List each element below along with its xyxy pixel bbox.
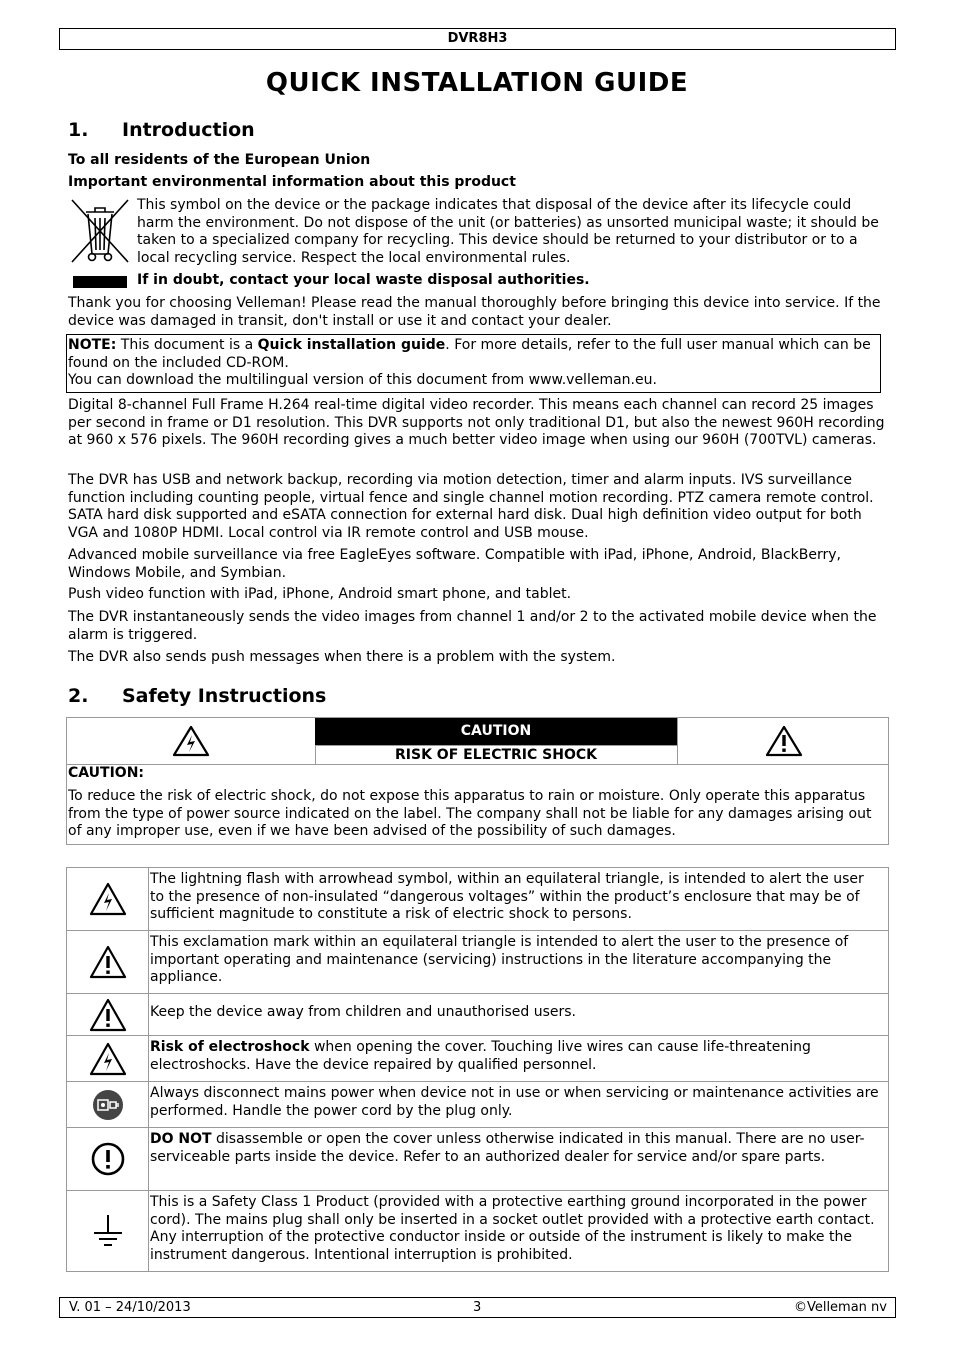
intro-paragraph: Advanced mobile surveillance via free EagleEyes software. Compatible with iPad, iPhone, Android, BlackBerry, Windows Mobile, and Symbian. [68, 547, 841, 581]
safety-row [67, 930, 888, 993]
section-number: 1. [68, 119, 89, 141]
intro-paragraph: The DVR instantaneously sends the video images from channel 1 and/or 2 to the activated mobile device when the alarm is triggered. [68, 609, 877, 643]
caution-text: To reduce the risk of electric shock, do not expose this apparatus to rain or moisture. Only operate this apparatus from the type of power source indicated on the label. The company shall not be liable for any damages arising out of any improper use, even if we have been advised of the possibility of such damages. [68, 788, 872, 839]
caution-right-cell [677, 718, 889, 764]
safety-row-bold: DO NOT [150, 1131, 212, 1147]
exclamation-triangle-icon [89, 998, 127, 1032]
lightning-triangle-icon [89, 882, 127, 916]
note-text-1: This document is a [116, 337, 258, 353]
document-header-model: DVR8H3 [59, 28, 896, 50]
footer-version: V. 01 – 24/10/2013 [69, 1300, 191, 1315]
safety-row-icon-cell [67, 1036, 149, 1081]
safety-row-body: This is a Safety Class 1 Product (provided with a protective earthing ground incorporated in the power cord). The mains plug shall only be inserted in a socket outlet provided with a protective earth contact. Any interruption of the protective conductor inside or outside of the instrument is likely to make the instrument dangerous. Intentional interruption is prohibited. [150, 1194, 875, 1263]
caution-banner: CAUTION [315, 718, 677, 745]
safety-row-body: The lightning flash with arrowhead symbol, within an equilateral triangle, is intended to alert the user to the presence of non-insulated “dangerous voltages” within the product’s enclosure that may be of sufficient magnitude to constitute a risk of electric shock to persons. [150, 871, 864, 922]
section-heading-introduction [68, 119, 255, 141]
safety-row [67, 1127, 888, 1190]
safety-row-icon-cell [67, 1191, 149, 1271]
safety-row-icon-cell [67, 868, 149, 930]
intro-paragraph: The DVR has USB and network backup, recording via motion detection, timer and alarm inputs. IVS surveillance function including counting people, virtual fence and single channel motion recording. PTZ camera remote control. SATA hard disk supported and eSATA connection for external hard disk. Dual high definition video output for both VGA and 1080P HDMI. Local control via IR remote control and USB mouse. [68, 472, 874, 541]
lightning-triangle-icon [172, 725, 210, 757]
safety-row-body: This exclamation mark within an equilateral triangle is intended to alert the user to the presence of important operating and maintenance (servicing) instructions in the literature accompanying the appliance. [150, 934, 849, 985]
safety-row-icon-cell [67, 1128, 149, 1190]
thanks-paragraph: Thank you for choosing Velleman! Please read the manual thoroughly before bringing this device into service. If the device was damaged in transit, don't install or use it and contact your dealer. [68, 295, 881, 329]
page-title: QUICK INSTALLATION GUIDE [265, 68, 689, 98]
safety-row [67, 993, 888, 1035]
safety-row-body: Keep the device away from children and unauthorised users. [150, 1004, 576, 1020]
safety-row-text [150, 1191, 888, 1271]
safety-row [67, 868, 888, 930]
safety-row-icon-cell [67, 1082, 149, 1127]
ground-icon [91, 1213, 125, 1249]
note-bold: Quick installation guide [257, 337, 446, 353]
safety-row-body: disassemble or open the cover unless otherwise indicated in this manual. There are no user-serviceable parts inside the device. Refer to an authorized dealer for service and/or spare parts. [150, 1131, 865, 1165]
exclamation-triangle-icon [765, 725, 803, 757]
env-heading: Important environmental information about this product [68, 174, 516, 190]
exclamation-circle-icon [90, 1141, 126, 1177]
safety-row [67, 1035, 888, 1081]
section-title: Introduction [122, 119, 255, 141]
lightning-triangle-icon [89, 1042, 127, 1076]
safety-row-bold: Risk of electroshock [150, 1039, 310, 1055]
unplug-icon [92, 1089, 124, 1121]
weee-crossed-bin-icon [68, 196, 132, 264]
safety-row-body: when opening the cover. Touching live wires can cause life-threatening electroshocks. Have the device repaired by qualified personnel. [150, 1039, 811, 1073]
section-heading-safety [68, 685, 326, 707]
note-download: You can download the multilingual version of this document from www.velleman.eu. [68, 372, 657, 388]
note-label: NOTE: [68, 337, 117, 353]
intro-paragraph: Digital 8-channel Full Frame H.264 real-time digital video recorder. This means each channel can record 25 images per second in frame or D1 resolution. This DVR supports not only traditional D1, but also the newest 960H recording at 960 x 576 pixels. The 960H recording gives a much better video image when using our 960H (700TVL) cameras. [68, 397, 885, 448]
safety-row-text [150, 868, 888, 931]
page-footer [59, 1297, 896, 1318]
safety-row-text [150, 1128, 888, 1173]
intro-paragraph: Push video function with iPad, iPhone, Android smart phone, and tablet. [68, 586, 572, 602]
safety-row-icon-cell [67, 931, 149, 993]
safety-row-text [150, 931, 888, 994]
intro-paragraph: The DVR also sends push messages when there is a problem with the system. [68, 649, 616, 665]
safety-row-text [150, 1082, 888, 1127]
caution-label: CAUTION: [68, 765, 145, 781]
caution-left-cell [67, 718, 316, 764]
weee-text: This symbol on the device or the package indicates that disposal of the device after its lifecycle could harm the environment. Do not dispose of the unit (or batteries) as unsorted municipal waste; it should be taken to a specialized company for recycling. This device should be returned to your distributor or to a local recycling service. Respect the local environmental rules. [137, 197, 879, 266]
exclamation-triangle-icon [89, 945, 127, 979]
safety-row-body: Always disconnect mains power when device not in use or when servicing or maintenance activities are performed. Handle the power cord by the plug only. [150, 1085, 879, 1119]
safety-row [67, 1190, 888, 1271]
weee-bar [73, 276, 127, 288]
caution-divider [67, 764, 888, 765]
safety-symbols-table [66, 867, 889, 1272]
safety-row-text [150, 1036, 888, 1081]
section-title: Safety Instructions [122, 685, 327, 707]
caution-table [66, 717, 889, 845]
safety-row-text [150, 994, 888, 1029]
safety-row [67, 1081, 888, 1127]
note-box [66, 334, 881, 393]
weee-doubt-text: If in doubt, contact your local waste disposal authorities. [137, 272, 590, 288]
footer-copyright: ©Velleman nv [793, 1300, 887, 1315]
note-text-2: . For more details, refer to the full user manual which can be found on the included CD-ROM. [68, 337, 871, 371]
safety-row-icon-cell [67, 994, 149, 1035]
eu-heading: To all residents of the European Union [68, 152, 371, 168]
section-number: 2. [68, 685, 89, 707]
risk-banner: RISK OF ELECTRIC SHOCK [315, 745, 677, 765]
footer-page-number: 3 [473, 1300, 482, 1315]
